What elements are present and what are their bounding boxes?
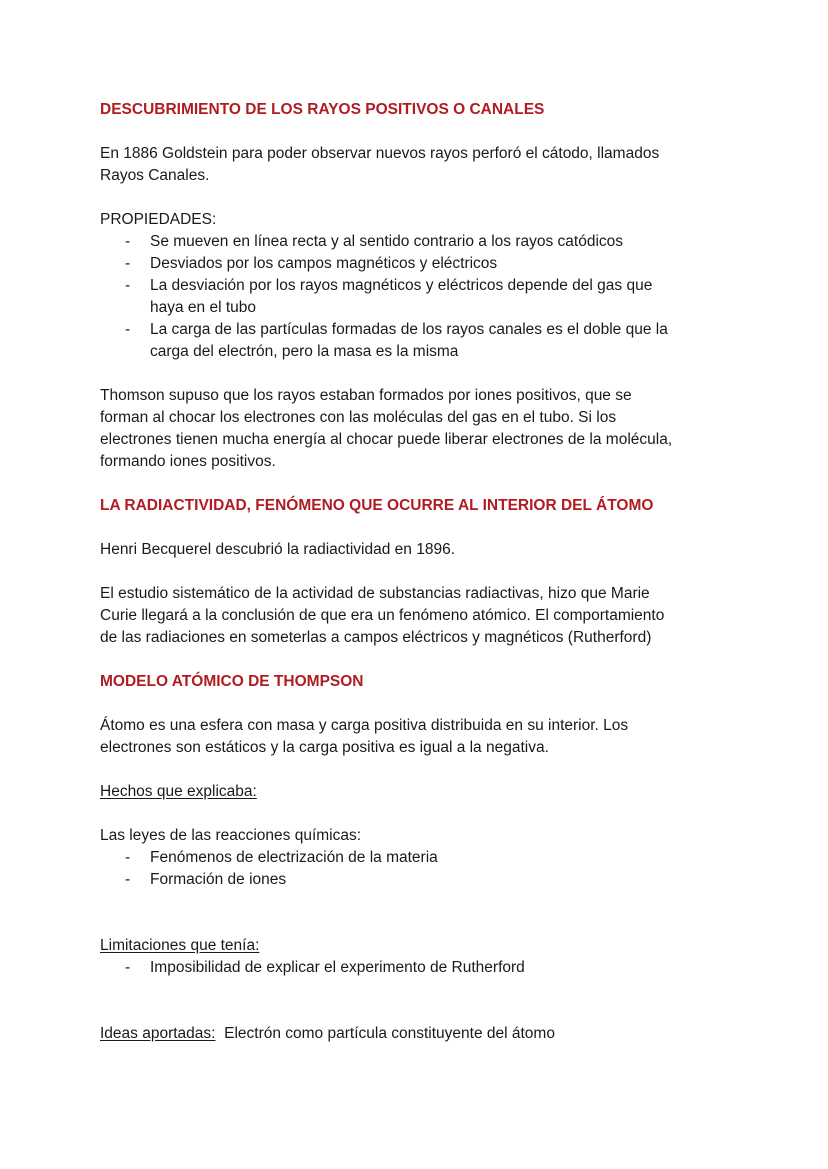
list-item-text: La carga de las partículas formadas de los rayos canales es el doble que la <box>150 321 668 338</box>
section-heading-modelo-thompson: MODELO ATÓMICO DE THOMPSON <box>100 673 364 690</box>
bullet-dash: - <box>125 849 131 866</box>
bullet-dash: - <box>125 321 131 338</box>
limitations-label: Limitaciones que tenía: <box>100 937 260 954</box>
thomson-paragraph-line: Thomson supuso que los rayos estaban formados por iones positivos, que se <box>100 387 632 404</box>
ideas-label: Ideas aportadas: <box>100 1025 216 1042</box>
laws-label: Las leyes de las reacciones químicas: <box>100 827 362 844</box>
bullet-dash: - <box>125 871 131 888</box>
list-item-text: La desviación por los rayos magnéticos y eléctricos depende del gas que <box>150 277 653 294</box>
description-paragraph-line: electrones son estáticos y la carga positiva es igual a la negativa. <box>100 739 549 756</box>
bullet-dash: - <box>125 277 131 294</box>
thomson-paragraph-line: formando iones positivos. <box>100 453 276 470</box>
list-item-text: Formación de iones <box>150 871 287 888</box>
thomson-paragraph-line: forman al chocar los electrones con las moléculas del gas en el tubo. Si los <box>100 409 617 426</box>
section-heading-radiactividad: LA RADIACTIVIDAD, FENÓMENO QUE OCURRE AL INTERIOR DEL ÁTOMO <box>100 497 654 514</box>
list-item-text: Desviados por los campos magnéticos y eléctricos <box>150 255 498 272</box>
properties-label: PROPIEDADES: <box>100 211 217 228</box>
list-item-text: Se mueven en línea recta y al sentido contrario a los rayos catódicos <box>150 233 624 250</box>
bullet-dash: - <box>125 959 131 976</box>
list-item-text: Imposibilidad de explicar el experimento de Rutherford <box>150 959 525 976</box>
bullet-dash: - <box>125 233 131 250</box>
curie-paragraph-line: Curie llegará a la conclusión de que era un fenómeno atómico. El comportamiento <box>100 607 665 624</box>
intro-paragraph-line: En 1886 Goldstein para poder observar nuevos rayos perforó el cátodo, llamados <box>100 145 660 162</box>
bullet-dash: - <box>125 255 131 272</box>
curie-paragraph-line: El estudio sistemático de la actividad de substancias radiactivas, hizo que Marie <box>100 585 650 602</box>
list-item-text: Fenómenos de electrización de la materia <box>150 849 438 866</box>
list-item-text: haya en el tubo <box>150 299 257 316</box>
curie-paragraph-line: de las radiaciones en someterlas a campos eléctricos y magnéticos (Rutherford) <box>100 629 652 646</box>
facts-label: Hechos que explicaba: <box>100 783 257 800</box>
list-item-text: carga del electrón, pero la masa es la misma <box>150 343 459 360</box>
thomson-paragraph-line: electrones tienen mucha energía al chocar puede liberar electrones de la molécula, <box>100 431 673 448</box>
intro-paragraph-line: Rayos Canales. <box>100 167 210 184</box>
becquerel-paragraph: Henri Becquerel descubrió la radiactividad en 1896. <box>100 541 455 558</box>
description-paragraph-line: Átomo es una esfera con masa y carga positiva distribuida en su interior. Los <box>100 717 629 734</box>
section-heading-rayos-canales: DESCUBRIMIENTO DE LOS RAYOS POSITIVOS O CANALES <box>100 101 545 118</box>
ideas-text: Electrón como partícula constituyente del átomo <box>224 1025 555 1042</box>
ideas-line <box>100 1023 555 1045</box>
